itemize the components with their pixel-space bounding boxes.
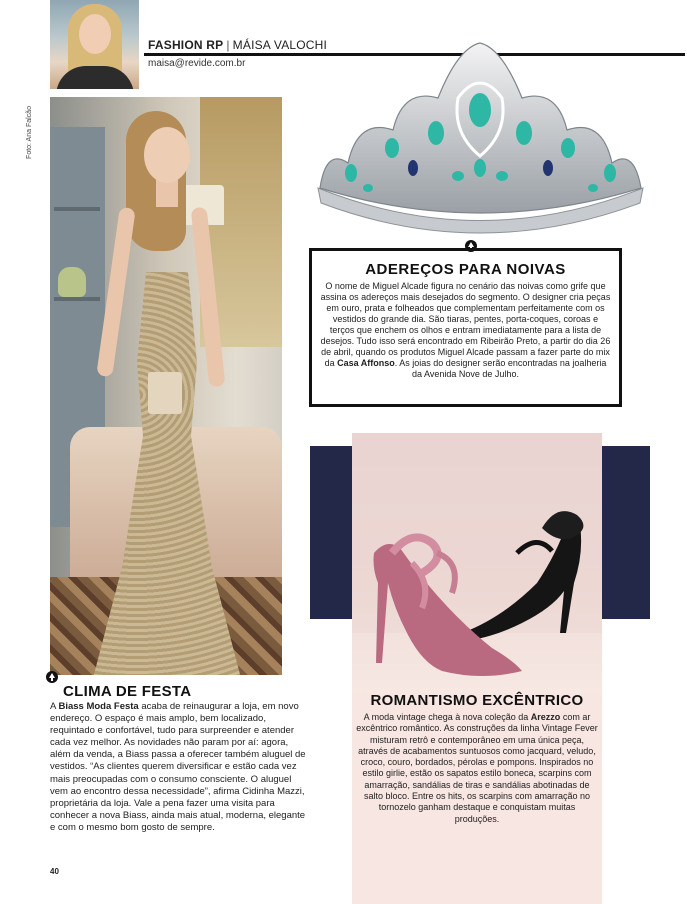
- aderecos-article: [309, 248, 622, 407]
- clima-title: CLIMA DE FESTA: [63, 683, 192, 700]
- column-header: [148, 38, 327, 52]
- clima-body: A Biass Moda Festa acaba de reinaugurar a loja, em novo endereço. O espaço é mais amplo, bem localizado, requintado e confortável, tudo para surpreender e atender cada vez melhor. As novidades não param por aí: agora, além da venda, a Biass passa a oferecer também aluguel de vestidos. “As clientes querem diversificar e estão cada vez mais preocupadas com o consumo consciente. O aluguel vem ao encontro dessa necessidade”, afirma Cidinha Mazzi, proprietária da loja. Vale a pena fazer uma visita para conhecer a nova Biass, ainda mais atual, moderna, elegante e com o mesmo bom gosto de sempre.: [50, 701, 306, 833]
- bride-gown-photo: [50, 97, 282, 675]
- aderecos-title: ADEREÇOS PARA NOIVAS: [365, 261, 566, 278]
- page-number: 40: [50, 867, 59, 876]
- clima-article: [50, 683, 307, 834]
- aderecos-body: O nome de Miguel Alcade figura no cenário das noivas como grife que assina os adereços mais desejados do segmento. O designer cria peças em ouro, prata e folheados que complementam perfeitamente com os vestidos do grande dia. São tiaras, pentes, porta-coques, coroas e terços que enchem os olhos e entram imediatamente para a lista de desejos. Tudo isso será encontrado em Ribeirão Preto, a partir do dia 26 de abril, quando os produtos Miguel Alcade passam a fazer parte do mix da Casa Affonso. As joias do designer serão encontradas na joalheria da Avenida Nove de Julho.: [320, 281, 611, 379]
- navy-accent-left: [310, 446, 352, 619]
- romantismo-title: ROMANTISMO EXCÊNTRICO: [370, 692, 584, 709]
- aderecos-brand: Casa Affonso: [337, 358, 395, 368]
- author-email: maisa@revide.com.br: [148, 58, 246, 69]
- author-name: MÁISA VALOCHI: [232, 38, 328, 52]
- clima-arrow-icon: [46, 671, 58, 683]
- tiara-photo: [308, 38, 653, 243]
- photo-credit: Foto: Ana Falcão: [25, 106, 33, 159]
- author-photo: [50, 0, 139, 89]
- section-name: FASHION RP: [148, 38, 224, 52]
- clima-brand: Biass Moda Festa: [58, 701, 139, 712]
- navy-accent-right: [602, 446, 650, 619]
- shoes-photo: [352, 433, 602, 693]
- romantismo-body: A moda vintage chega à nova coleção da Arezzo com ar excêntrico romântico. As construções da linha Vintage Fever misturam retrô e contemporâneo em uma única peça, através de acabamentos suntuosos como jacquard, veludo, croco, couro, bordados, pérolas e pompons. Inspirados no estilo girlie, estão os sapatos estilo boneca, scarpins com amarração, sandálias de tiras e sandálias abotinadas de salto bloco. Entre os hits, os scarpins com amarração no tornozelo ganham destaque e conquistam muitas produções.: [356, 712, 598, 824]
- header-separator: |: [226, 38, 230, 52]
- romantismo-brand: Arezzo: [530, 712, 561, 722]
- romantismo-article: [352, 692, 602, 825]
